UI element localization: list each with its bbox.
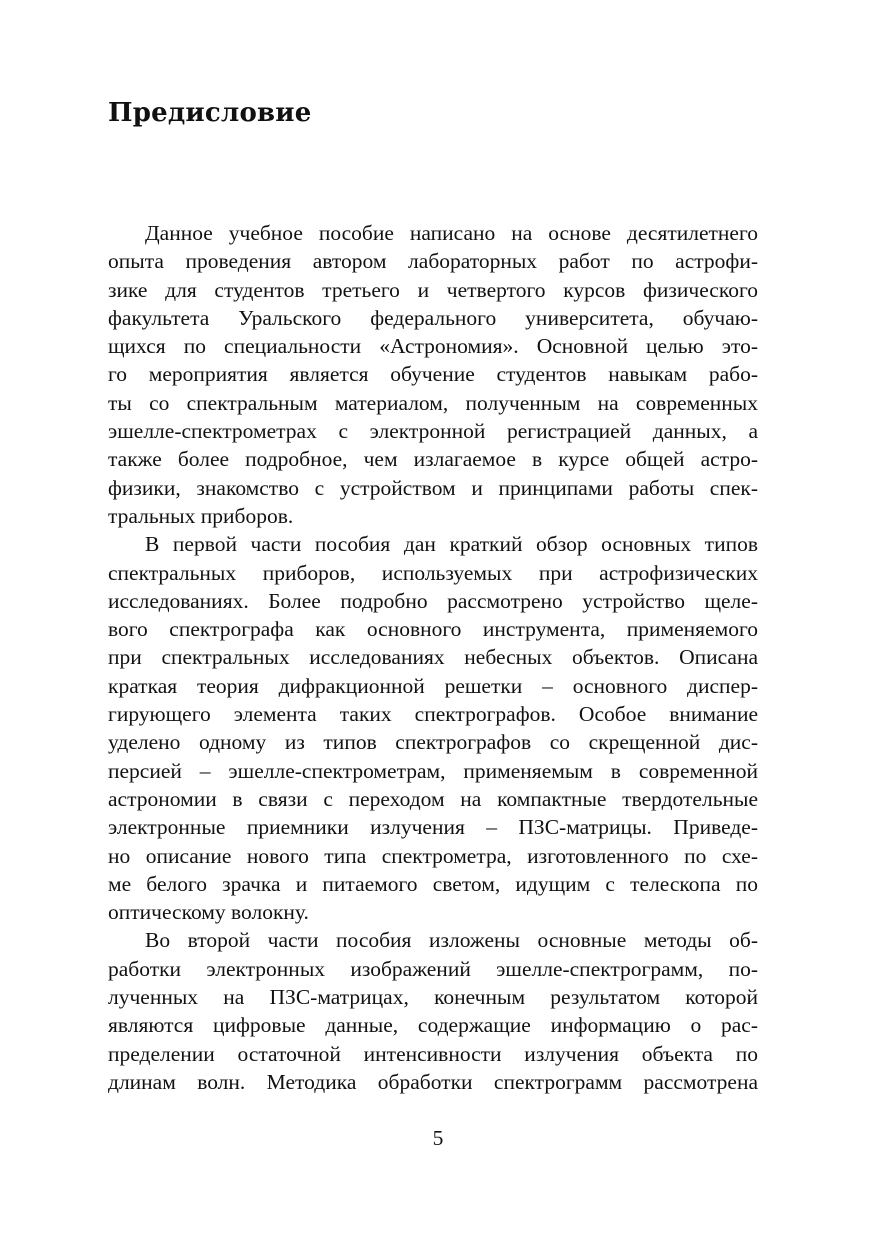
text-line: опыта проведения автором лабораторных работ по астрофи- xyxy=(108,249,758,274)
text-line: щихся по специальности «Астрономия». Основной целью это- xyxy=(108,334,758,359)
text-line: В первой части пособия дан краткий обзор основных типов xyxy=(145,532,758,557)
paragraph-2 xyxy=(108,530,758,926)
text-line: персией – эшелле-спектрометрам, применяемым в современной xyxy=(108,758,758,783)
text-line: ты со спектральным материалом, полученным на современных xyxy=(108,390,758,415)
text-line: исследованиях. Более подробно рассмотрено устройство щеле- xyxy=(108,588,758,613)
text-line: го мероприятия является обучение студентов навыкам рабо- xyxy=(108,362,758,387)
text-line: уделено одному из типов спектрографов со скрещенной дис- xyxy=(108,730,758,755)
text-line: также более подробное, чем излагаемое в курсе общей астро- xyxy=(108,447,758,472)
body-text xyxy=(108,219,758,1096)
text-line: гирующего элемента таких спектрографов. Особое внимание xyxy=(108,702,758,727)
text-line: Во второй части пособия изложены основные методы об- xyxy=(145,928,758,953)
text-line: краткая теория дифракционной решетки – основного диспер- xyxy=(108,673,758,698)
text-line: Данное учебное пособие написано на основе десятилетнего xyxy=(145,221,758,245)
text-line: физики, знакомство с устройством и принципами работы спек- xyxy=(108,475,758,500)
text-line: факультета Уральского федерального университета, обучаю- xyxy=(108,305,758,330)
text-line: вого спектрографа как основного инструмента, применяемого xyxy=(108,617,758,642)
paragraph-1 xyxy=(108,219,758,530)
text-line: пределении остаточной интенсивности излучения объекта по xyxy=(108,1041,758,1066)
text-line: зике для студентов третьего и четвертого курсов физического xyxy=(108,277,758,302)
text-line: электронные приемники излучения – ПЗС-матрицы. Приведе- xyxy=(108,815,758,840)
page-number: 5 xyxy=(432,1126,444,1150)
text-line: астрономии в связи с переходом на компактные твердотельные xyxy=(108,786,758,811)
paragraph-3 xyxy=(108,926,758,1096)
text-line: при спектральных исследованиях небесных объектов. Описана xyxy=(108,645,758,670)
text-line: являются цифровые данные, содержащие информацию о рас- xyxy=(108,1013,758,1038)
text-line: тральных приборов. xyxy=(108,503,294,528)
text-line: длинам волн. Методика обработки спектрограмм рассмотрена xyxy=(108,1069,758,1094)
text-line: оптическому волокну. xyxy=(108,900,309,925)
text-line: работки электронных изображений эшелле-спектрограмм, по- xyxy=(108,956,758,981)
text-line: лученных на ПЗС-матрицах, конечным результатом которой xyxy=(108,985,758,1010)
text-line: спектральных приборов, используемых при астрофизических xyxy=(108,560,758,585)
text-line: эшелле-спектрометрах с электронной регистрацией данных, а xyxy=(108,419,758,444)
text-line: но описание нового типа спектрометра, изготовленного по схе- xyxy=(108,843,758,868)
page-title: Предисловие xyxy=(108,98,312,128)
text-line: ме белого зрачка и питаемого светом, идущим с телескопа по xyxy=(108,871,758,896)
